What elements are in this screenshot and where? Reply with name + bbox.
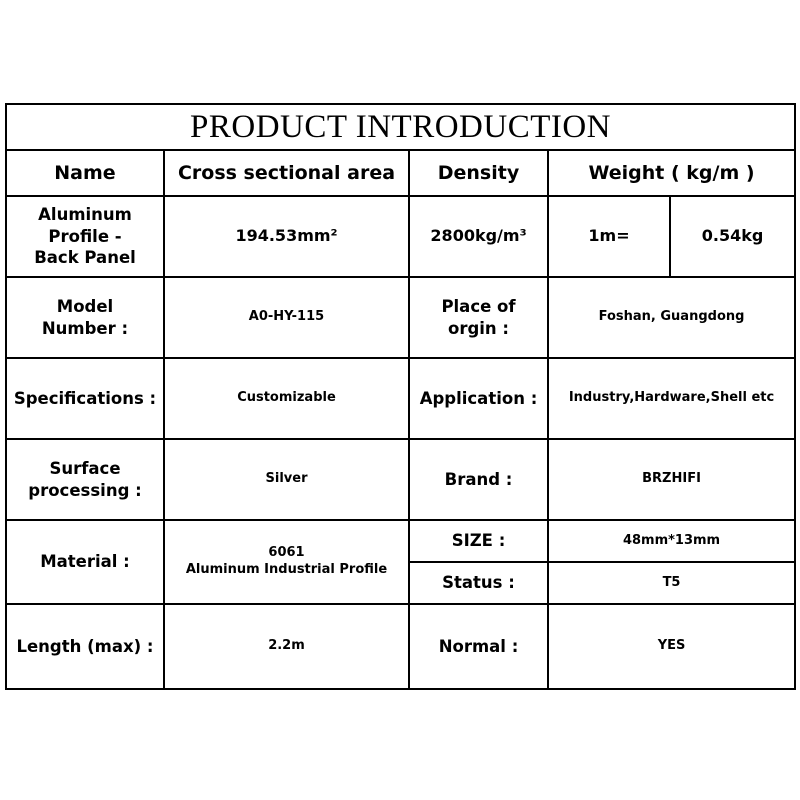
normal-label: Normal : [409, 604, 548, 689]
model-number-value: A0-HY-115 [164, 277, 409, 358]
application-label: Application : [409, 358, 548, 439]
weight-value: 0.54kg [670, 196, 795, 277]
header-weight: Weight ( kg/m ) [548, 150, 795, 196]
brand-value: BRZHIFI [548, 439, 795, 520]
product-introduction-sheet [5, 103, 794, 702]
product-spec-table [5, 103, 796, 690]
size-label: SIZE : [409, 520, 548, 562]
specifications-value: Customizable [164, 358, 409, 439]
length-max-value: 2.2m [164, 604, 409, 689]
normal-value: YES [548, 604, 795, 689]
material-value [164, 520, 409, 604]
length-max-label: Length (max) : [6, 604, 164, 689]
density-value: 2800kg/m³ [409, 196, 548, 277]
weight-unit: 1m= [548, 196, 670, 277]
surface-processing-label: Surface processing : [6, 439, 164, 520]
place-of-origin-value: Foshan, Guangdong [548, 277, 795, 358]
model-number-label: Model Number : [6, 277, 164, 358]
status-value: T5 [548, 562, 795, 604]
place-of-origin-label: Place of orgin : [409, 277, 548, 358]
header-density: Density [409, 150, 548, 196]
brand-label: Brand : [409, 439, 548, 520]
size-value: 48mm*13mm [548, 520, 795, 562]
header-name: Name [6, 150, 164, 196]
surface-processing-value: Silver [164, 439, 409, 520]
header-cross-sectional-area: Cross sectional area [164, 150, 409, 196]
material-description: Aluminum Industrial Profile [185, 562, 388, 577]
product-name: Aluminum Profile - Back Panel [6, 196, 164, 277]
application-value: Industry,Hardware,Shell etc [548, 358, 795, 439]
specifications-label: Specifications : [6, 358, 164, 439]
material-label: Material : [6, 520, 164, 604]
status-label: Status : [409, 562, 548, 604]
cross-sectional-area-value: 194.53mm² [164, 196, 409, 277]
material-grade: 6061 [268, 545, 305, 561]
page-title: PRODUCT INTRODUCTION [6, 104, 795, 150]
